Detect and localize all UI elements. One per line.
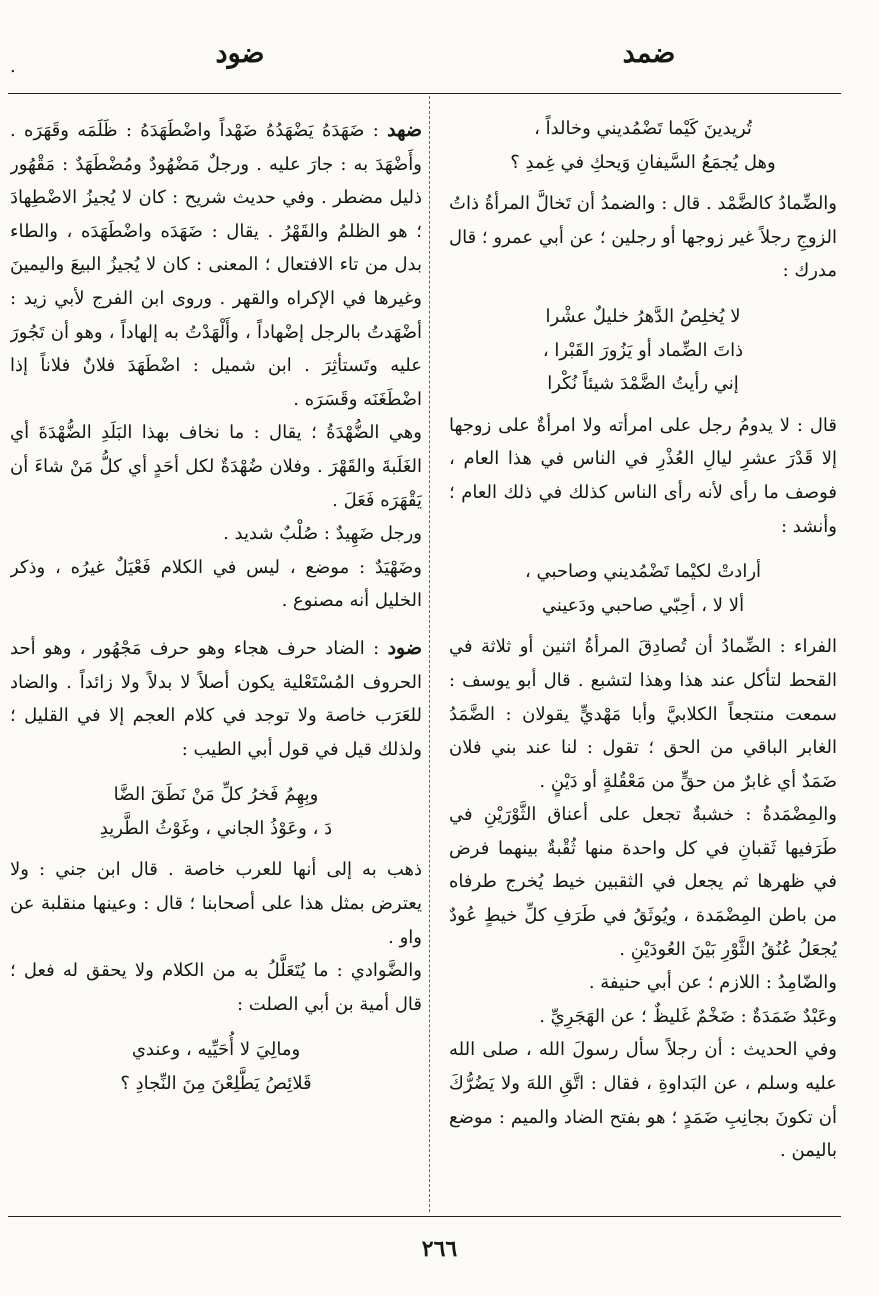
- entry-headword: ضهد: [387, 119, 422, 141]
- verse-line: ذاتَ الضِّماد أو يَزُورَ القَبْرا ،: [542, 339, 744, 361]
- left-column: [10, 100, 422, 1212]
- footer-rule: [8, 1216, 841, 1217]
- verse-line: أرادتْ لكيْما تَضْمُديني وصاحبي ،: [524, 561, 762, 583]
- paragraph: وفي الحديث : أن رجلاً سأل رسولَ الله ، صلى الله عليه وسلم ، عن البَداوةِ ، فقال : اتَّقِ اللهَ ولا يَضُرُّكَ أن تكونَ بجانِبِ ضَمَدٍ ؛ هو بفتح الضاد والميم : موضع باليمن .: [449, 1039, 837, 1162]
- right-column: [449, 100, 837, 1212]
- column-divider: [429, 96, 430, 1212]
- paragraph: الفراء : الضِّمادُ أن تُصادِقَ المرأةُ اثنين أو ثلاثة في القحط لتأكل عند هذا وهذا لتشبع . قال أبو يوسف : سمعت منتجعاً الكلابيَّ وأبا مَهْديٍّ يقولان : الضَّمَدُ الغابر الباقي من الحق ؛ تقول : لنا عند بني فلان ضَمَدٌ أي غابرٌ من حقٍّ من مَعْقُلةٍ أو دَيْنٍ .: [449, 636, 837, 792]
- paragraph: ذهب به إلى أنها للعرب خاصة . قال ابن جني : ولا يعترض بمثل هذا على أصحابنا ؛ قال : وعينها منقلبة عن واو .: [10, 859, 422, 948]
- running-head-mark: .: [10, 56, 16, 77]
- verse-line: ومالِيَ لا أُحَيِّيه ، وعندي: [131, 1039, 301, 1061]
- paragraph: وهي الضُّهْدَةُ ؛ يقال : ما نخاف بهذا البَلَدِ الضُّهْدَةَ أي الغَلَبةَ والقَهْرَ . وفلان ضُهْدَةٌ لكل أحَدٍ أي كلُّ مَنْ شاءَ أن يَقْهَرَه فَعَلَ .: [10, 422, 422, 511]
- verse-line: وبِهِمُ فَخرُ كلِّ مَنْ نَطَقَ الضَّا: [113, 784, 319, 806]
- verse-line: إني رأيتُ الضَّمْدَ شيئاً نُكْرا: [547, 373, 739, 395]
- paragraph: والمِضْمَدةُ : خشبةٌ تجعل على أعناق الثَّوْرَيْنِ في طَرَفيها ثَقبانِ في كل واحدة منها ثُقْبةٌ بينهما فرض في ظهرها ثم يجعل في الثقبين خيط يُخرج طرفاه من باطن المِضْمَدة ، ويُوثَقُ في طَرَفِ كلِّ خيطٍ عُودٌ يُجعَلُ عُنُقُ الثَّوْرِ بَيْنَ العُودَيْنِ .: [449, 804, 837, 960]
- paragraph: وضَهْيَدٌ : موضع ، ليس في الكلام فَعْيَلٌ غيرُه ، وذكر الخليل أنه مصنوع .: [10, 556, 422, 612]
- verse-line: ألا لا ، أحِبّي صاحبي ودَعيني: [541, 594, 745, 616]
- paragraph: وعَبْدٌ ضَمَدَةٌ : ضَخْمٌ غَليظٌ ؛ عن الهَجَرِيِّ .: [539, 1005, 837, 1027]
- entry-headword: ضود: [387, 636, 422, 659]
- dictionary-entry: [10, 632, 422, 766]
- running-head-right: ضمد: [622, 38, 676, 69]
- header-rule: [8, 93, 841, 94]
- dictionary-entry: [10, 114, 422, 416]
- paragraph: قال : لا يدومُ رجل على امرأته ولا امرأةٌ على زوجها إلا قَدْرَ عشرِ ليالِ العُذْرِ في الناس في هذا العام ، فوصف ما رأى لأنه رأى الناس كذلك في ذلك العام ؛ وأنشد :: [449, 414, 837, 537]
- verse-line: لا يُخلِصُ الدَّهرُ خليلٌ عشْرا: [545, 305, 741, 327]
- paragraph: والضّامِدُ : اللازم ؛ عن أبي حنيفة .: [588, 972, 837, 994]
- running-head-left: ضود: [215, 38, 265, 69]
- paragraph: والضِّمادُ كالضَّمْد . قال : والضمدُ أن تَخالَّ المرأةُ ذاتُ الزوجِ رجلاً غير زوجها أو رجلين ؛ عن أبي عمرو ؛ قال مدرك :: [449, 193, 837, 282]
- verse-line: قَلائِصُ يَطَّلِعْنَ مِنَ النِّجادِ ؟: [120, 1073, 312, 1095]
- verse-line: وهل يُجمَعُ السَّيفانِ وَيحكِ في غِمدِ ؟: [510, 151, 776, 173]
- verse-line: دَ ، وعَوْذُ الجاني ، وغَوْثُ الطَّريدِ: [99, 817, 333, 839]
- verse-line: تُريدينَ كَيْما تَضْمُديني وخالداً ،: [534, 118, 752, 139]
- paragraph: والضَّوادي : ما يُتَعَلَّلُ به من الكلام ولا يحقق له فعل ؛ قال أمية بن أبي الصلت :: [10, 960, 422, 1015]
- entry-definition: : ضَهَدَهُ يَضْهَدُهُ ضَهْداً واضْطَهَدَهُ : ظَلَمَه وقَهَرَه . وأَضْهَدَ به : جارَ عليه . ورجلٌ مَضْهُودٌ ومُضْطَهَدٌ : مَقْهُور ذليل مضطر . وفي حديث شريح : كان لا يُجيزُ الاضْطِهادَ ؛ هو الظلمُ والقَهْرُ . يقال : ضَهَدَه واضْطَهَدَه ، والطاء بدل من تاء الافتعال ؛ المعنى : كان لا يُجيزُ البيعَ واليمينَ وغيرها في الإكراه والقهر . وروى ابن الفرج لأبي زيد : أضْهَدتُ بالرجل إضْهاداً ، وأَلْهَدْتُ به إلهاداً ، وهو أن تَجُورَ عليه وتَستأثِرَ . ابن شميل : اضْطَهَدَ فلانٌ فلاناً إذا اضْطَغَنَه وقَسَرَه .: [10, 120, 422, 410]
- paragraph: ورجل ضَهِيدٌ : صُلْبٌ شديد .: [223, 523, 422, 545]
- page-number: ٢٦٦: [421, 1236, 458, 1262]
- entry-definition: : الضاد حرف هجاء وهو حرف مَجْهُور ، وهو أحد الحروف المُسْتَعْلية يكون أصلاً لا بدلاً ولا زائداً . والضاد للعَرَب خاصة ولا توجد في كلام العجم إلا في القليل ؛ ولذلك قيل في قول أبي الطيب :: [10, 637, 422, 760]
